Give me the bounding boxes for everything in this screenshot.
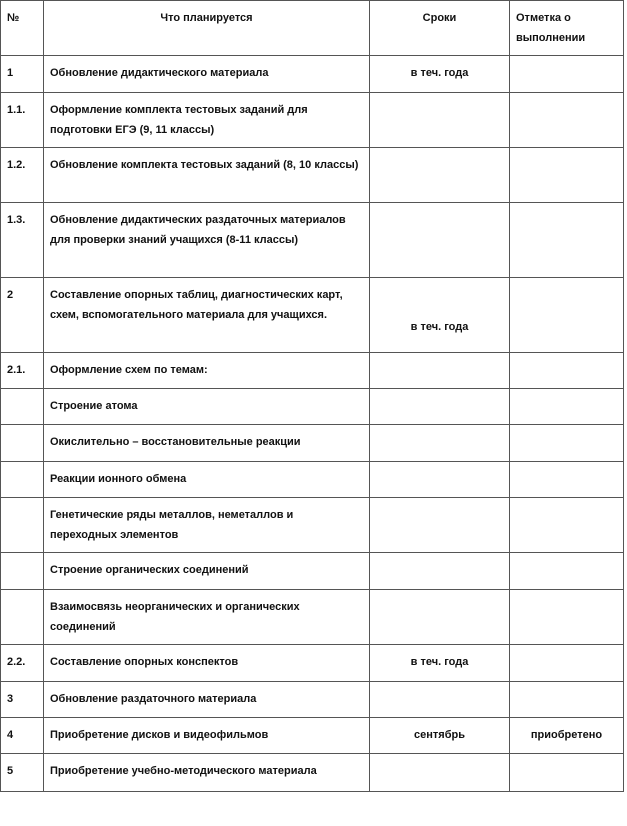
row-mark [510,553,624,590]
row-item: Обновление раздаточного материала [44,682,370,718]
row-num [1,462,44,498]
row-mark [510,425,624,462]
row-term [370,93,510,148]
row-mark [510,462,624,498]
row-item: Оформление схем по темам: [44,353,370,389]
row-mark [510,56,624,93]
row-term [370,203,510,278]
row-term [370,553,510,590]
row-mark [510,203,624,278]
row-num: 5 [1,754,44,792]
row-num: 1.2. [1,148,44,203]
row-term [370,353,510,389]
row-item: Взаимосвязь неорганических и органических соединений [44,590,370,645]
row-mark [510,278,624,353]
row-num: 2 [1,278,44,353]
header-num: № [1,1,44,56]
row-item: Обновление дидактических раздаточных материалов для проверки знаний учащихся (8-11 классы) [44,203,370,278]
row-mark [510,754,624,792]
table-row [1,353,624,389]
row-item: Строение атома [44,389,370,425]
table-row [1,425,624,462]
row-mark [510,389,624,425]
table-row [1,682,624,718]
row-mark: приобретено [510,718,624,754]
table-row [1,278,624,353]
row-item: Составление опорных конспектов [44,645,370,682]
row-item: Генетические ряды металлов, неметаллов и переходных элементов [44,498,370,553]
row-num: 1 [1,56,44,93]
table-row [1,645,624,682]
row-mark [510,148,624,203]
table-row [1,148,624,203]
row-item: Реакции ионного обмена [44,462,370,498]
table-row [1,718,624,754]
row-num: 3 [1,682,44,718]
header-mark: Отметка о выполнении [510,1,624,56]
row-num [1,389,44,425]
table-row [1,754,624,792]
row-term [370,462,510,498]
row-num: 4 [1,718,44,754]
row-term: в теч. года [370,645,510,682]
row-item: Приобретение дисков и видеофильмов [44,718,370,754]
row-term [370,498,510,553]
row-mark [510,645,624,682]
row-num: 2.2. [1,645,44,682]
row-mark [510,498,624,553]
row-item: Составление опорных таблиц, диагностических карт, схем, вспомогательного материала для учащихся. [44,278,370,353]
row-num: 1.3. [1,203,44,278]
row-num [1,553,44,590]
row-item: Строение органических соединений [44,553,370,590]
row-term [370,389,510,425]
row-item: Приобретение учебно-методического материала [44,754,370,792]
row-term [370,682,510,718]
row-term: в теч. года [370,56,510,93]
row-term [370,148,510,203]
row-num [1,425,44,462]
table-row [1,93,624,148]
table-row [1,553,624,590]
header-term: Сроки [370,1,510,56]
header-row [1,1,624,56]
row-term [370,590,510,645]
table-row [1,389,624,425]
table-row [1,590,624,645]
row-term: сентябрь [370,718,510,754]
row-mark [510,682,624,718]
row-num [1,498,44,553]
row-item: Обновление комплекта тестовых заданий (8, 10 классы) [44,148,370,203]
row-item: Оформление комплекта тестовых заданий для подготовки ЕГЭ (9, 11 классы) [44,93,370,148]
table-row [1,56,624,93]
row-item: Обновление дидактического материала [44,56,370,93]
row-mark [510,590,624,645]
row-item: Окислительно – восстановительные реакции [44,425,370,462]
row-mark [510,353,624,389]
row-num: 1.1. [1,93,44,148]
row-term: в теч. года [370,278,510,353]
row-num [1,590,44,645]
table-row [1,462,624,498]
row-num: 2.1. [1,353,44,389]
row-term [370,754,510,792]
row-mark [510,93,624,148]
row-term [370,425,510,462]
table-row [1,498,624,553]
table-row [1,203,624,278]
header-item: Что планируется [44,1,370,56]
